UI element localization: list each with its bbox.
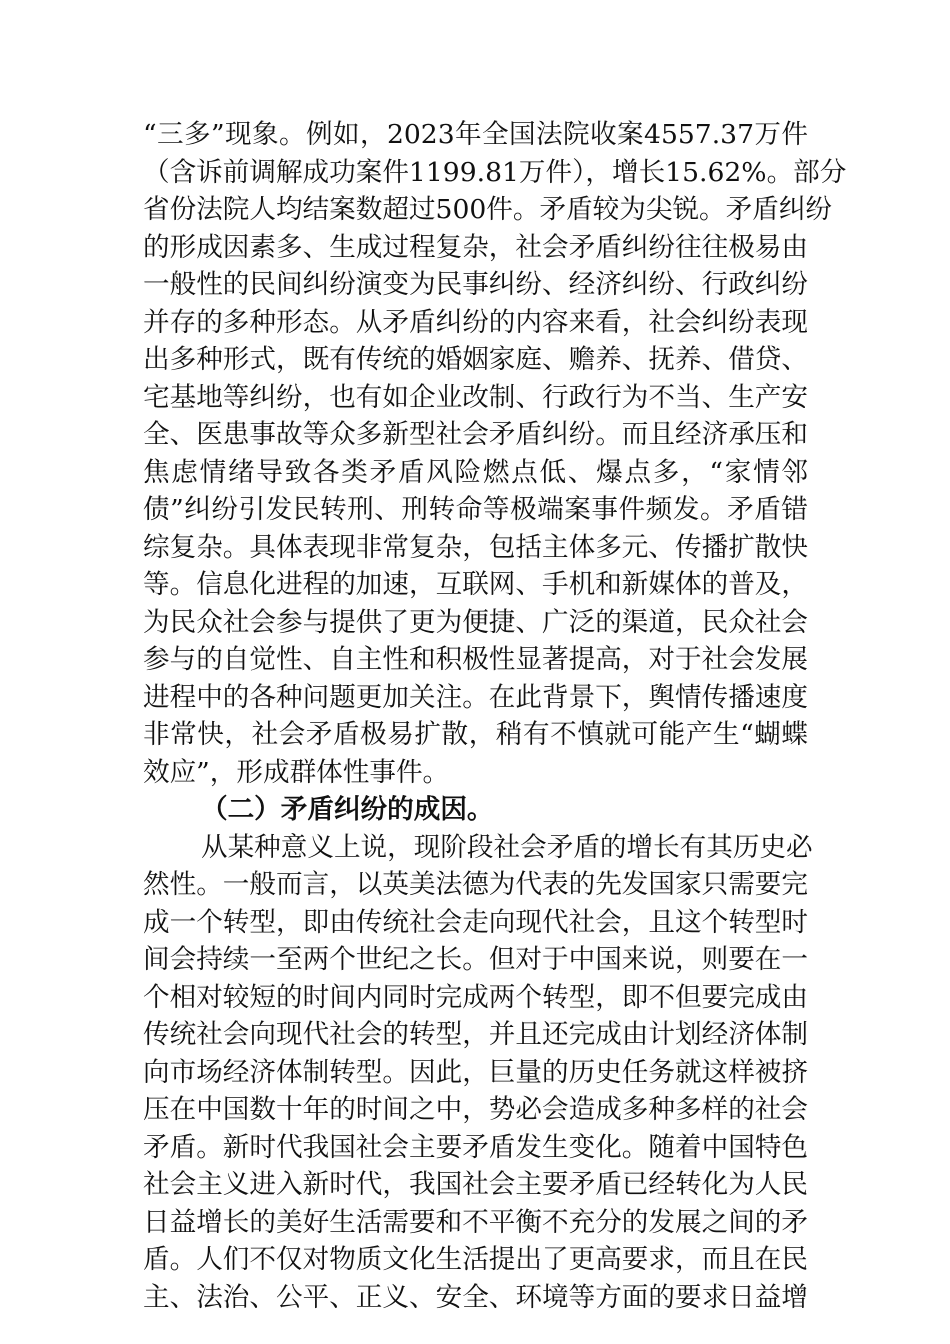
paragraph-line: 债”纠纷引发民转刑、刑转命等极端案事件频发。矛盾错 (143, 494, 808, 525)
paragraph-line: 一般性的民间纠纷演变为民事纠纷、经济纠纷、行政纠纷 (143, 269, 808, 300)
paragraph-line: 主、法治、公平、正义、安全、环境等方面的要求日益增 (143, 1281, 808, 1313)
paragraph-causes (143, 829, 813, 1317)
section-heading: （二）矛盾纠纷的成因。 (201, 794, 494, 825)
paragraph-line: 日益增长的美好生活需要和不平衡不充分的发展之间的矛 (143, 1206, 808, 1238)
paragraph-line: 并存的多种形态。从矛盾纠纷的内容来看，社会纠纷表现 (143, 306, 808, 338)
paragraph-line: 综复杂。具体表现非常复杂，包括主体多元、传播扩散快 (143, 531, 808, 563)
paragraph-line: 间会持续一至两个世纪之长。但对于中国来说，则要在一 (143, 944, 808, 975)
paragraph-line: 效应”，形成群体性事件。 (143, 756, 450, 788)
paragraph-line: 传统社会向现代社会的转型，并且还完成由计划经济体制 (143, 1019, 808, 1050)
paragraph-line: 向市场经济体制转型。因此，巨量的历史任务就这样被挤 (143, 1056, 808, 1088)
paragraph-line: “三多”现象。例如，2023年全国法院收案4557.37万件 (143, 119, 808, 150)
paragraph-line: 社会主义进入新时代，我国社会主要矛盾已经转化为人民 (143, 1169, 808, 1200)
paragraph-line: 等。信息化进程的加速，互联网、手机和新媒体的普及， (143, 569, 808, 600)
paragraph-line: 焦虑情绪导致各类矛盾风险燃点低、爆点多，“家情邻 (143, 456, 808, 488)
paragraph-magnitude (143, 116, 847, 791)
paragraph-line: 的形成因素多、生成过程复杂，社会矛盾纠纷往往极易由 (143, 231, 808, 263)
paragraph-line: 为民众社会参与提供了更为便捷、广泛的渠道，民众社会 (143, 606, 808, 638)
paragraph-line: 出多种形式，既有传统的婚姻家庭、赡养、抚养、借贷、 (143, 344, 808, 375)
paragraph-line: 参与的自觉性、自主性和积极性显著提高，对于社会发展 (143, 644, 808, 675)
paragraph-line: 压在中国数十年的时间之中，势必会造成多种多样的社会 (143, 1094, 808, 1125)
paragraph-line: 进程中的各种问题更加关注。在此背景下，舆情传播速度 (143, 681, 808, 713)
paragraph-line: 从某种意义上说，现阶段社会矛盾的增长有其历史必 (201, 831, 813, 863)
paragraph-line: 非常快，社会矛盾极易扩散，稍有不慎就可能产生“蝴蝶 (143, 719, 808, 750)
paragraph-line: 宅基地等纠纷，也有如企业改制、行政行为不当、生产安 (143, 381, 808, 413)
paragraph-line: 全、医患事故等众多新型社会矛盾纠纷。而且经济承压和 (143, 419, 808, 450)
paragraph-line: 成一个转型，即由传统社会走向现代社会，且这个转型时 (143, 906, 808, 938)
paragraph-line: 省份法院人均结案数超过500件。矛盾较为尖锐。矛盾纠纷 (143, 194, 833, 225)
paragraph-line: 矛盾。新时代我国社会主要矛盾发生变化。随着中国特色 (143, 1131, 808, 1163)
paragraph-line: 盾。人们不仅对物质文化生活提出了更高要求，而且在民 (143, 1244, 808, 1275)
paragraph-line: 个相对较短的时间内同时完成两个转型，即不但要完成由 (143, 981, 808, 1013)
document-body (143, 116, 847, 1316)
paragraph-line: 然性。一般而言，以英美法德为代表的先发国家只需要完 (143, 869, 808, 900)
paragraph-line: （含诉前调解成功案件1199.81万件），增长15.62%。部分 (143, 156, 847, 188)
